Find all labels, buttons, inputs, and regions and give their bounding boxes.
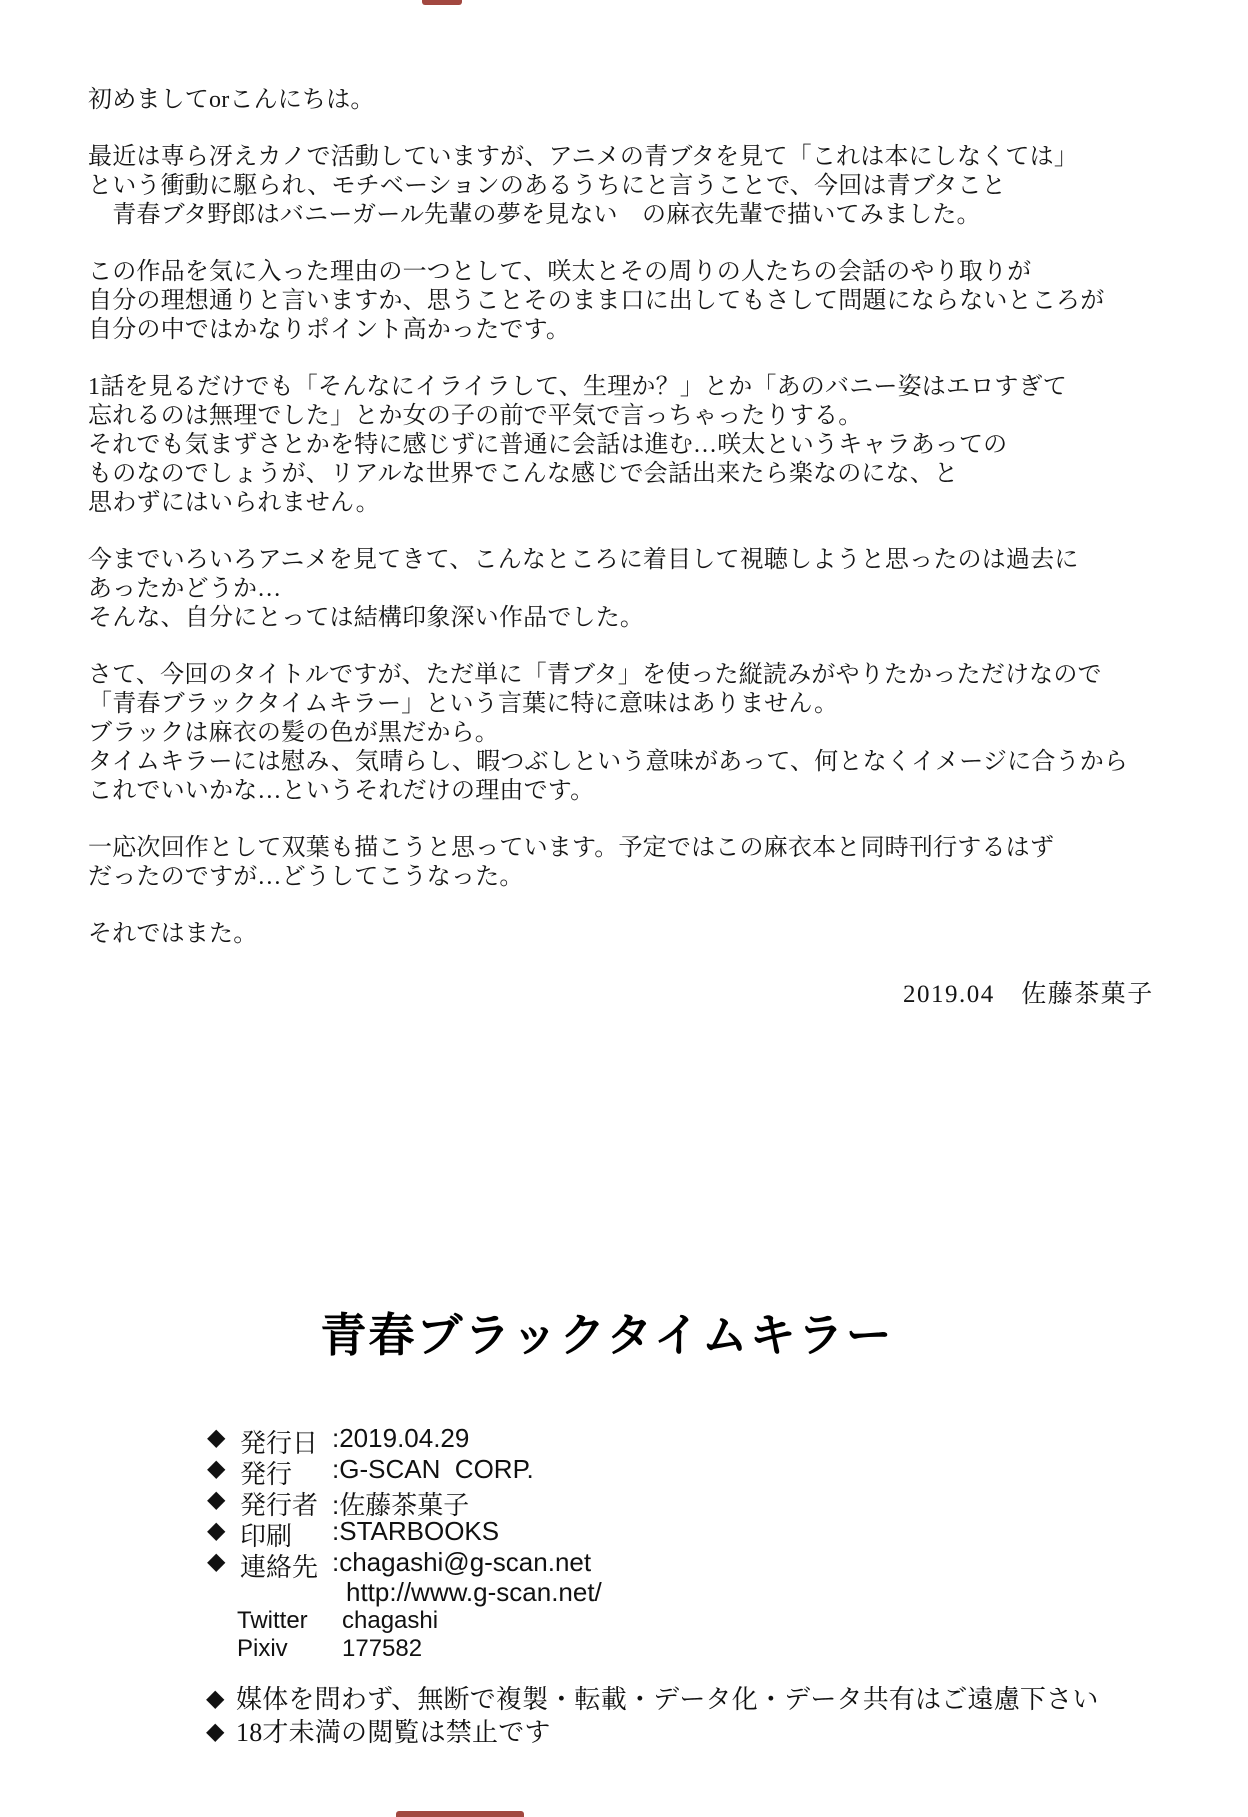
colophon-value: :2019.04.29 [332, 1423, 470, 1453]
diamond-bullet-icon: ◆ [207, 1455, 226, 1482]
text-line: これでいいかな…というそれだけの理由です。 [88, 778, 595, 804]
scan-artifact-bottom [396, 1811, 524, 1817]
colophon-label: 発行者 [240, 1490, 319, 1520]
text-line: 忘れるのは無理でした」とか女の子の前で平気で言っちゃったりする。 [88, 403, 863, 429]
colophon-row-publish-date [207, 1423, 602, 1458]
text-line: 青春ブタ野郎はバニーガール先輩の夢を見ない の麻衣先輩で描いてみました。 [88, 202, 981, 228]
paragraph [88, 546, 1198, 633]
text-line: 初めましてorこんにちは。 [88, 87, 375, 113]
text-line: あったかどうか… [88, 576, 282, 602]
author-signature: 2019.04 佐藤茶菓子 [903, 981, 1154, 1008]
colophon-value: :G-SCAN CORP. [332, 1454, 534, 1484]
paragraph [88, 258, 1198, 345]
text-line: それではまた。 [88, 921, 258, 947]
text-line: 自分の理想通りと言いますか、思うことそのまま口に出してもさして問題にならないところが [88, 288, 1105, 314]
paragraph [88, 920, 1198, 949]
paragraph [88, 373, 1198, 518]
text-line: 1話を見るだけでも「そんなにイライラして、生理か？」とか「あのバニー姿はエロすぎて [88, 374, 1067, 400]
colophon [207, 1423, 602, 1663]
colophon-row-publisher [207, 1454, 602, 1489]
social-label: Twitter [237, 1607, 308, 1634]
text-line: そんな、自分にとっては結構印象深い作品でした。 [88, 605, 645, 631]
colophon-value: :STARBOOKS [332, 1516, 500, 1546]
text-line: この作品を気に入った理由の一つとして、咲太とその周りの人たちの会話のやり取りが [88, 259, 1032, 285]
social-label: Pixiv [237, 1635, 288, 1662]
text-line: 自分の中ではかなりポイント高かったです。 [88, 317, 571, 343]
text-line: それでも気まずさとかを特に感じずに普通に会話は進む…咲太というキャラあっての [88, 432, 1008, 458]
notice-text: 18才未満の閲覧は禁止です [236, 1718, 551, 1747]
legal-notices [206, 1684, 1099, 1750]
twitter-handle: chagashi [342, 1607, 439, 1634]
text-line: という衝動に駆られ、モチベーションのあるうちにと言うことで、今回は青ブタこと [88, 173, 1006, 199]
text-line: だったのですが…どうしてこうなった。 [88, 864, 524, 890]
paragraph [88, 661, 1198, 806]
book-title: 青春ブラックタイムキラー [320, 1309, 894, 1361]
colophon-row-author [207, 1485, 602, 1520]
paragraph [88, 143, 1198, 230]
colophon-value: :佐藤茶菓子 [332, 1490, 470, 1520]
colophon-label: 印刷 [240, 1521, 293, 1551]
social-row-pixiv [207, 1635, 602, 1663]
notice-text: 媒体を問わず、無断で複製・転載・データ化・データ共有はご遠慮下さい [236, 1685, 1099, 1714]
diamond-bullet-icon: ◆ [207, 1424, 226, 1451]
diamond-bullet-icon: ◆ [206, 1719, 225, 1745]
colophon-label: 発行日 [240, 1428, 319, 1458]
afterword-text [88, 86, 1198, 977]
text-line: タイムキラーには慰み、気晴らし、暇つぶしという意味があって、何となくイメージに合うから [88, 749, 1129, 775]
scan-artifact-top [422, 0, 462, 5]
paragraph [88, 86, 1198, 115]
colophon-row-contact [207, 1547, 602, 1582]
diamond-bullet-icon: ◆ [206, 1686, 225, 1712]
text-line: ブラックは麻衣の髪の色が黒だから。 [88, 720, 499, 746]
diamond-bullet-icon: ◆ [207, 1517, 226, 1544]
text-line: 思わずにはいられません。 [88, 490, 380, 516]
text-line: 「青春ブラックタイムキラー」という言葉に特に意味はありません。 [88, 691, 839, 717]
paragraph [88, 834, 1198, 892]
social-row-twitter [207, 1607, 602, 1635]
text-line: 最近は専ら冴えカノで活動していますが、アニメの青ブタを見て「これは本にしなくては」 [88, 144, 1079, 170]
colophon-label: 発行 [240, 1459, 293, 1489]
colophon-row-printer [207, 1516, 602, 1551]
diamond-bullet-icon: ◆ [207, 1548, 226, 1575]
diamond-bullet-icon: ◆ [207, 1486, 226, 1513]
pixiv-id: 177582 [342, 1635, 423, 1662]
text-line: 一応次回作として双葉も描こうと思っています。予定ではこの麻衣本と同時刊行するはず [88, 835, 1055, 861]
text-line: ものなのでしょうが、リアルな世界でこんな感じで会話出来たら楽なのにな、と [88, 461, 959, 487]
website-url: http://www.g-scan.net/ [346, 1577, 602, 1607]
colophon-label: 連絡先 [240, 1552, 319, 1582]
text-line: 今までいろいろアニメを見てきて、こんなところに着目して視聴しようと思ったのは過去に [88, 547, 1079, 573]
text-line: さて、今回のタイトルですが、ただ単に「青ブタ」を使った縦読みがやりたかっただけなので [88, 662, 1102, 688]
notice-age-restriction [206, 1717, 1099, 1750]
notice-no-reproduction [206, 1684, 1099, 1717]
contact-email: :chagashi@g-scan.net [332, 1547, 592, 1577]
